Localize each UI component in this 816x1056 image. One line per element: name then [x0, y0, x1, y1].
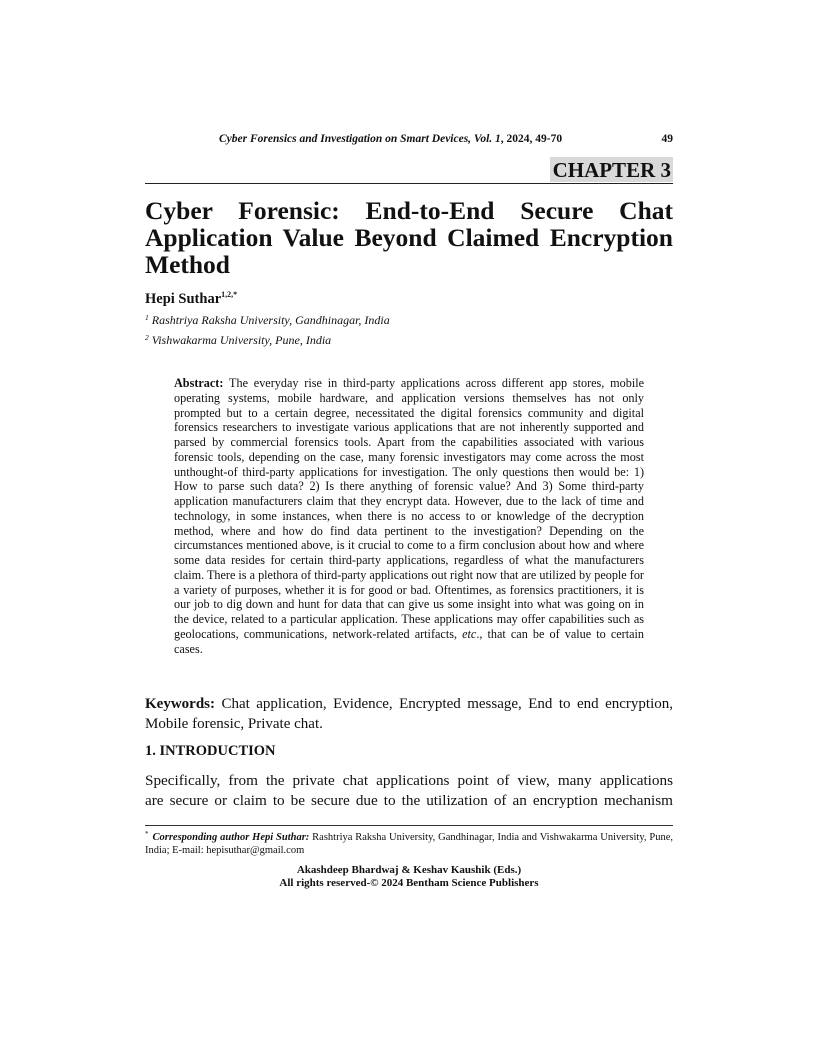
keywords-label: Keywords:: [145, 696, 215, 712]
affiliation-mark: 2: [145, 333, 149, 342]
publisher-info: [145, 864, 673, 890]
chapter-label: CHAPTER 3: [550, 157, 673, 182]
section-heading-introduction: 1. INTRODUCTION: [145, 743, 276, 759]
introduction-paragraph: [145, 771, 673, 811]
author-marks: 1,2,*: [221, 290, 238, 299]
affiliation-mark: 1: [145, 313, 149, 322]
title-line-2: Application Value Beyond Claimed Encryption: [145, 223, 673, 252]
abstract-label: Abstract:: [174, 376, 224, 390]
title-line-1: Cyber Forensic: End-to-End Secure Chat: [145, 196, 673, 225]
chapter-title: [145, 197, 673, 278]
affiliation-text: Rashtriya Raksha University, Gandhinagar, India: [151, 313, 390, 327]
affiliation-2: [145, 333, 331, 348]
intro-line-1: Specifically, from the private chat applications point of view, many applications: [145, 772, 673, 789]
title-line-3: Method: [145, 250, 230, 279]
footnote-label: Corresponding author Hepi Suthar:: [152, 832, 310, 843]
author: [145, 290, 237, 308]
keywords-text: Chat application, Evidence, Encrypted message, End to end encryption, Mobile forensic, Private chat.: [145, 696, 674, 732]
abstract-ending: ., that can be of value to certain cases.: [174, 626, 644, 656]
journal-citation: [219, 133, 562, 145]
journal-details: , 2024, 49-70: [500, 133, 563, 145]
chapter-divider: [145, 183, 673, 184]
page-number: 49: [661, 133, 673, 145]
footnote-text: Rashtriya Raksha University, Gandhinagar, India and Vishwakarma University, Pune, India; E-mail: hepisuthar@gmail.com: [145, 832, 673, 856]
journal-title: Cyber Forensics and Investigation on Smart Devices, Vol. 1: [219, 133, 501, 145]
affiliation-1: [145, 313, 390, 328]
affiliation-text: Vishwakarma University, Pune, India: [151, 333, 332, 347]
keywords: [145, 694, 673, 734]
author-name: Hepi Suthar: [145, 291, 222, 307]
footnote-divider: [145, 825, 673, 826]
footnote: [145, 828, 673, 857]
footnote-mark: *: [145, 830, 149, 838]
intro-line-2: are secure or claim to be secure due to the utilization of an encryption mechanism: [145, 792, 673, 809]
abstract-etc: etc: [462, 626, 477, 641]
abstract-text: The everyday rise in third-party applications across different app stores, mobile operating systems, mobile hardware, and application versions themselves has not only prompted but to a certain degree, necessitated the digital forensics community and digital forensics researchers to investigate various applications that are not inherently supported and parsed by commercial forensics tools. Apart from the capabilities associated with various forensic tools, depending on the case, many forensic investigators may come across the most unthought-of third-party applications for investigation. The only questions then would be: 1) How to parse such data? 2) Is there anything of forensic value? And 3) Some third-party application manufacturers claim that they encrypt data. However, due to the lack of time and technology, in some instances, when there is no access to or knowledge of the decryption method, where and how do find data pertinent to the investigation? Depending on the circumstances mentioned above, is it crucial to come to a firm conclusion about how and where some data resides for certain third-party applications, regardless of what the manufacturers claim. There is a plethora of third-party applications out right now that are utilized by people for a variety of purposes, whether it is for good or bad. Oftentimes, as forensics practitioners, it is our job to dig down and hunt for data that can give us some insight into what was going on in the device, related to a particular application. These applications may offer capabilities such as geolocations, communications, network-related artifacts,: [174, 376, 645, 641]
copyright-line: All rights reserved-© 2024 Bentham Science Publishers: [279, 877, 539, 889]
abstract: [174, 376, 644, 656]
editors-line: Akashdeep Bhardwaj & Keshav Kaushik (Eds.): [296, 864, 522, 876]
